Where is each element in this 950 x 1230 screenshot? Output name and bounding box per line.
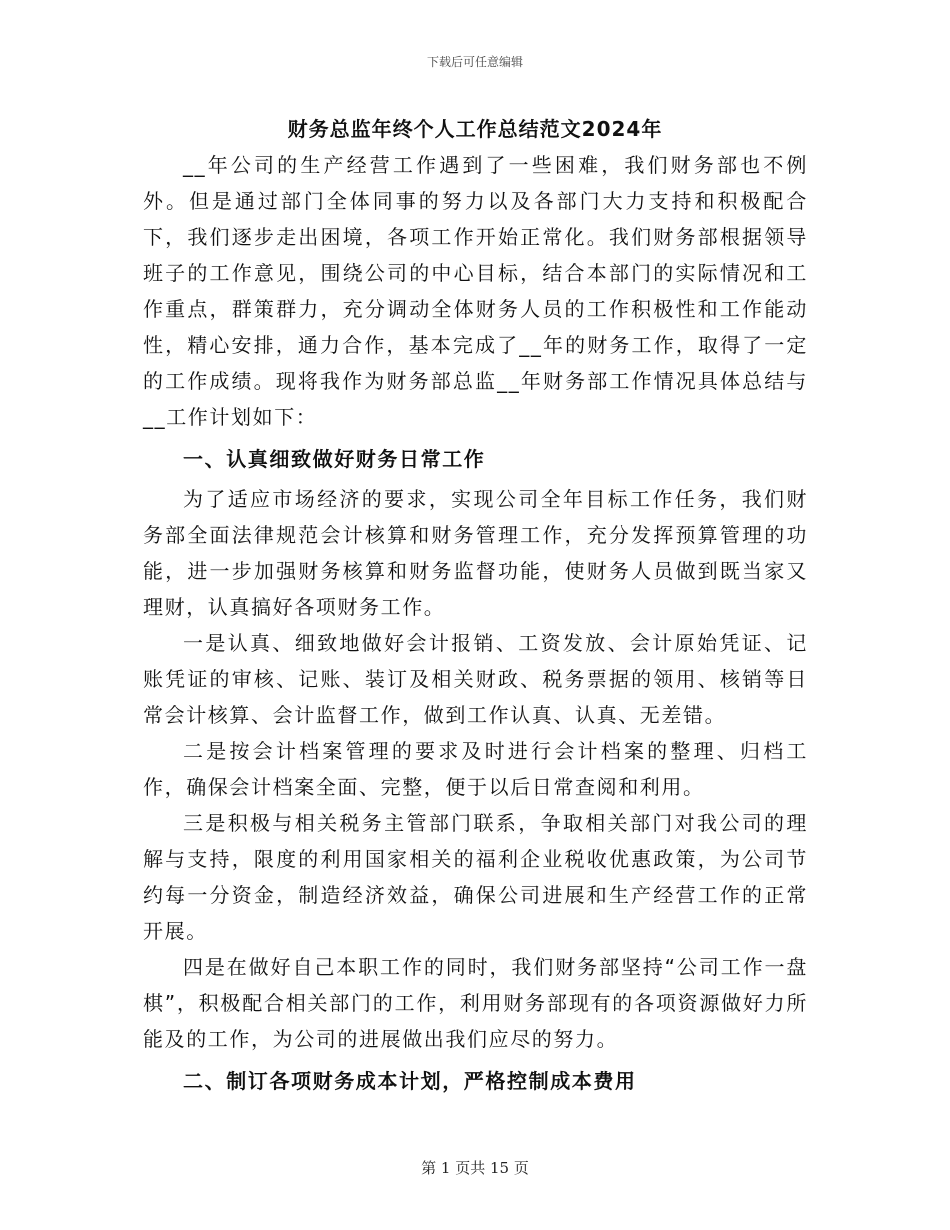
- section-1-paragraph-4: 三是积极与相关税务主管部门联系，争取相关部门对我公司的理解与支持，限度的利用国家相关的福利企业税收优惠政策，为公司节约每一分资金，制造经济效益，确保公司进展和生产经营工作的正常开展。: [143, 811, 808, 943]
- intro-paragraph: __年公司的生产经营工作遇到了一些困难，我们财务部也不例外。但是通过部门全体同事的努力以及各部门大力支持和积极配合下，我们逐步走出困境，各项工作开始正常化。我们财务部根据领导班子的工作意见，围绕公司的中心目标，结合本部门的实际情况和工作重点，群策群力，充分调动全体财务人员的工作积极性和工作能动性，精心安排，通力合作，基本完成了__年的财务工作，取得了一定的工作成绩。现将我作为财务部总监__年财务部工作情况具体总结与__工作计划如下：: [143, 153, 808, 429]
- page-footer: 第 1 页共 15 页: [421, 1159, 529, 1177]
- header-note: 下载后可任意编辑: [426, 55, 523, 69]
- section-2-heading: 二、制订各项财务成本计划，严格控制成本费用: [183, 1069, 637, 1093]
- section-1-heading: 一、认真细致做好财务日常工作: [183, 447, 486, 471]
- section-1-paragraph-1: 为了适应市场经济的要求，实现公司全年目标工作任务，我们财务部全面法律规范会计核算和财务管理工作，充分发挥预算管理的功能，进一步加强财务核算和财务监督功能，使财务人员做到既当家又理财，认真搞好各项财务工作。: [143, 487, 808, 619]
- section-1-paragraph-2: 一是认真、细致地做好会计报销、工资发放、会计原始凭证、记账凭证的审核、记账、装订及相关财政、税务票据的领用、核销等日常会计核算、会计监督工作，做到工作认真、认真、无差错。: [143, 631, 808, 727]
- section-1-paragraph-5: 四是在做好自己本职工作的同时，我们财务部坚持“公司工作一盘棋”，积极配合相关部门的工作，利用财务部现有的各项资源做好力所能及的工作，为公司的进展做出我们应尽的努力。: [143, 955, 808, 1051]
- section-1-paragraph-3: 二是按会计档案管理的要求及时进行会计档案的整理、归档工作，确保会计档案全面、完整，便于以后日常查阅和利用。: [143, 739, 808, 799]
- document-body: [143, 147, 808, 1103]
- document-title: 财务总监年终个人工作总结范文2024年: [287, 117, 663, 141]
